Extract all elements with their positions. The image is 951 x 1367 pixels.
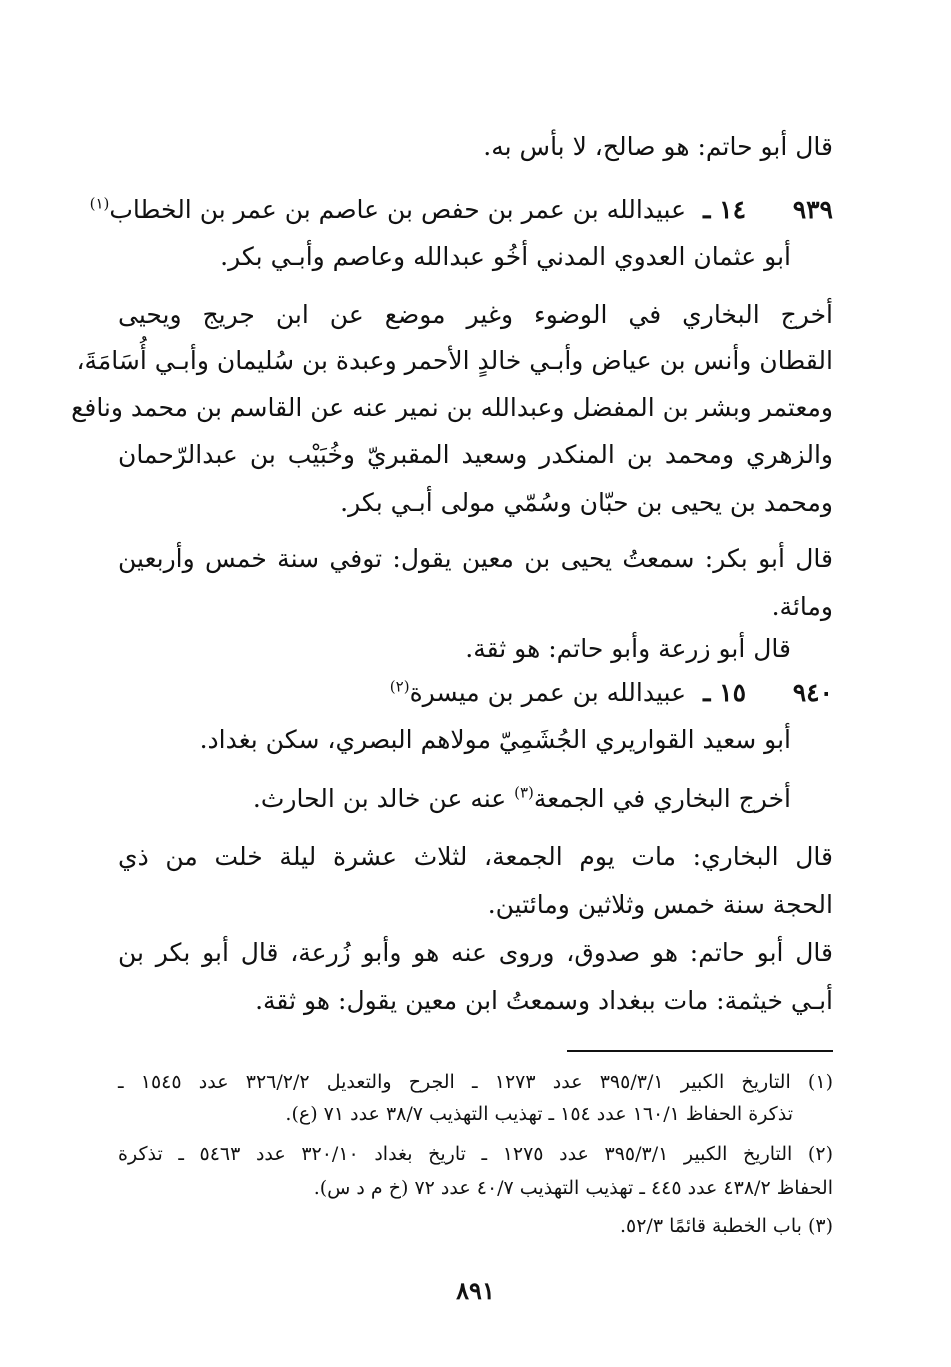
text-segment: عنه عن خالد بن الحارث. xyxy=(252,784,515,813)
text-line: ومعتمر وبشر بن المفضل وعبدالله بن نمير عنه عن القاسم بن محمد ونافع xyxy=(71,393,833,422)
text-line: قال أبو حاتم: هو صدوق، وروى عنه هو وأبو زُرعة، قال أبو بكر بن xyxy=(118,938,833,967)
entry-name-text: عبيدالله بن عمر بن حفص بن عاصم بن عمر بن الخطاب xyxy=(109,195,686,224)
text-line xyxy=(118,782,791,816)
text-line: أبـي خيثمة: مات ببغداد وسمعتُ ابن معين يقول: هو ثقة. xyxy=(255,986,833,1015)
text-line: قال أبو زرعة وأبو حاتم: هو ثقة. xyxy=(465,634,791,663)
text-line: ومحمد بن يحيى بن حبّان وسُمّي مولى أبـي بكر. xyxy=(340,488,833,517)
text-line: والزهري ومحمد بن المنكدر وسعيد المقبريّ وخُبَيْب بن عبدالرّحمان xyxy=(118,440,833,469)
footnote-line: (٣) باب الخطبة قائمًا ٥٢/٣. xyxy=(619,1215,833,1237)
footnote-line: (١) التاريخ الكبير ٣٩٥/٣/١ عدد ١٢٧٣ ـ الجرح والتعديل ٣٢٦/٢/٢ عدد ١٥٤٥ ـ xyxy=(118,1071,833,1093)
entry-kunya: أبو عثمان العدوي المدني أخُو عبدالله وعاصم وأبـي بكر. xyxy=(220,242,791,271)
text-line: ومائة. xyxy=(771,592,833,621)
entry-kunya: أبو سعيد القواريري الجُشَمِيّ مولاهم البصري، سكن بغداد. xyxy=(199,725,791,754)
page-number: ٨٩١ xyxy=(456,1276,495,1305)
text-line: القطان وأنس بن عياض وأبـي خالدٍ الأحمر وعبدة بن سُليمان وأبـي أُسَامَةَ، xyxy=(76,346,833,375)
footnote-line: تذكرة الحفاظ ١٦٠/١ عدد ١٥٤ ـ تهذيب التهذيب ٣٨/٧ عدد ٧١ (ع). xyxy=(285,1103,793,1125)
entry-name xyxy=(90,193,686,227)
entry-sub-number: ١٤ ـ xyxy=(703,195,746,224)
footnote-marker: (٢) xyxy=(389,677,410,696)
text-line: قال أبو حاتم: هو صالح، لا بأس به. xyxy=(483,132,833,161)
entry-name xyxy=(390,676,686,710)
footnote-line: الحفاظ ٤٣٨/٢ عدد ٤٤٥ ـ تهذيب التهذيب ٤٠/٧ عدد ٧٢ (خ م د س). xyxy=(313,1177,833,1199)
entry-number: ٩٤٠ xyxy=(792,678,833,707)
entry-sub-number: ١٥ ـ xyxy=(703,678,746,707)
footnote-marker: (١) xyxy=(89,194,110,213)
footnote-marker: (٣) xyxy=(514,783,534,802)
footnote-divider xyxy=(567,1050,833,1052)
entry-number: ٩٣٩ xyxy=(792,195,833,224)
entry-name-text: عبيدالله بن عمر بن ميسرة xyxy=(409,678,686,707)
text-line: أخرج البخاري في الوضوء وغير موضع عن ابن جريج ويحيى xyxy=(118,300,833,329)
text-line: قال البخاري: مات يوم الجمعة، لثلاث عشرة ليلة خلت من ذي xyxy=(118,842,833,871)
text-line: قال أبو بكر: سمعتُ يحيى بن معين يقول: توفي سنة خمس وأربعين xyxy=(118,544,833,573)
text-segment: أخرج البخاري في الجمعة xyxy=(533,784,791,813)
text-line: الحجة سنة خمس وثلاثين ومائتين. xyxy=(487,890,833,919)
footnote-line: (٢) التاريخ الكبير ٣٩٥/٣/١ عدد ١٢٧٥ ـ تاريخ بغداد ٣٢٠/١٠ عدد ٥٤٦٣ ـ تذكرة xyxy=(118,1143,833,1165)
